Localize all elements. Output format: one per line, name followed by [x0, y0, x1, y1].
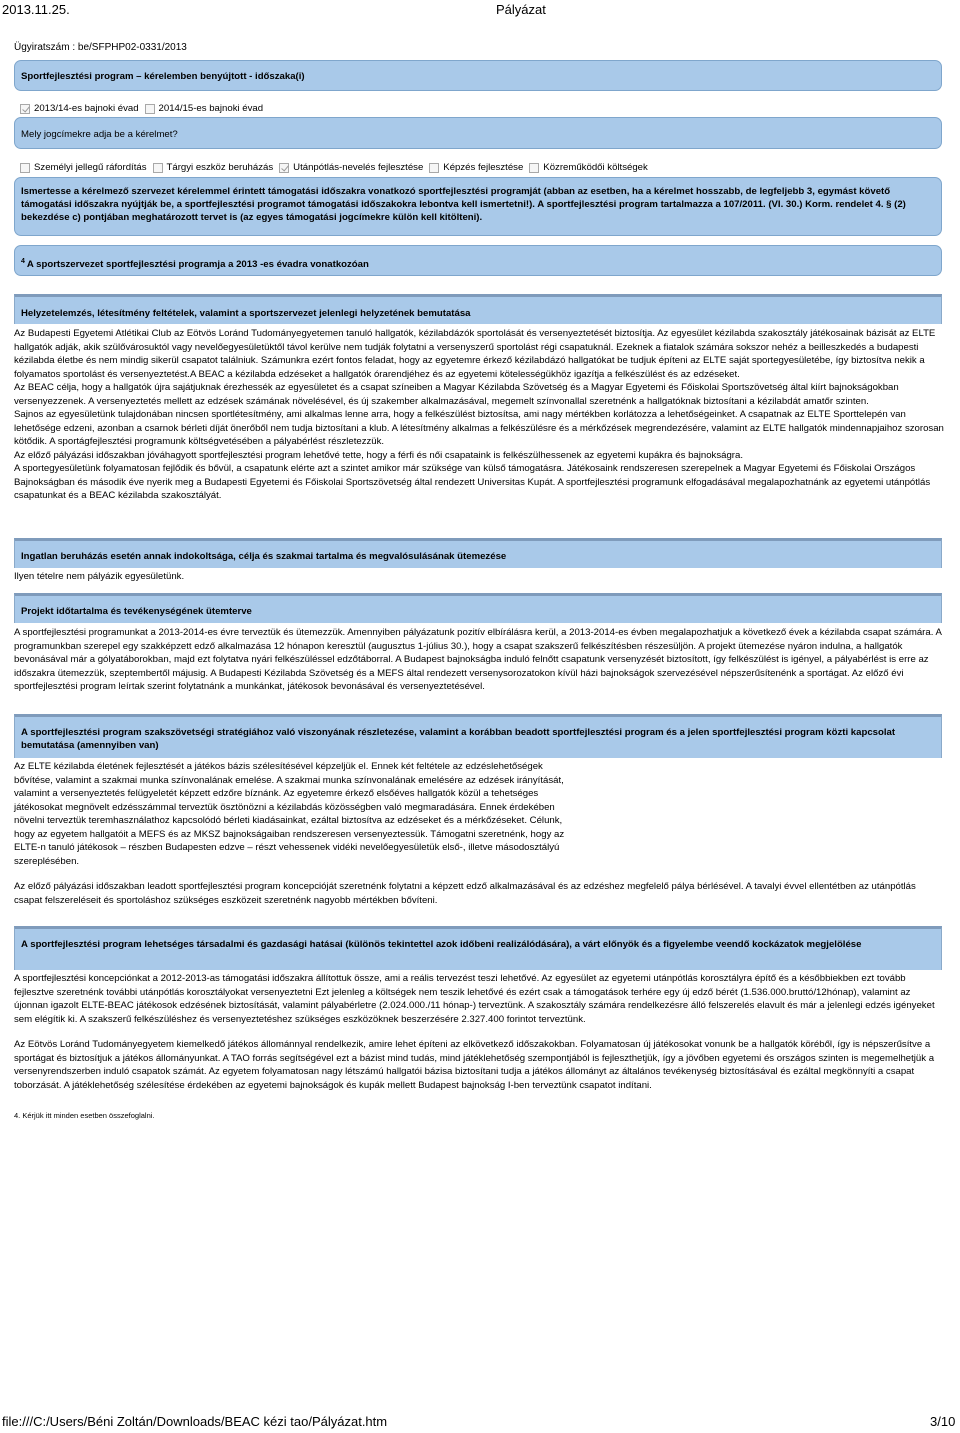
section-helyzetelemzes-header	[14, 294, 942, 324]
instruction-box	[14, 177, 942, 236]
program-season-title: A sportszervezet sportfejlesztési programja a 2013 -es évadra vonatkozóan	[26, 259, 369, 271]
section-ingatlan-header	[14, 538, 942, 568]
section-title: Ingatlan beruházás esetén annak indokoltsága, célja és szakmai tartalma és megvalósulásának ütemezése	[21, 551, 507, 562]
jogcim-label-targyi: Tárgyi eszköz beruházás	[166, 162, 274, 173]
program-period-title: Sportfejlesztési program – kérelemben benyújtott - időszaka(i)	[21, 71, 305, 82]
paragraph: Ilyen tételre nem pályázik egyesületünk.	[14, 571, 185, 582]
jogcim-checkbox-szemelyi[interactable]	[20, 163, 30, 173]
section-helyzetelemzes-body	[14, 327, 946, 503]
paragraph: Az előző pályázási időszakban jóváhagyott sportfejlesztési program lehetővé tette, hogy a férfi és női csapataink is felkészülhessenek az egyetemi kupákra és bajnokságra.	[14, 449, 743, 461]
jogcim-checkbox-targyi[interactable]	[153, 163, 163, 173]
section-idotartam-body	[14, 626, 946, 694]
section-title: Helyzetelemzés, létesítmény feltételek, valamint a sportszervezet jelenlegi helyzetének bemutatása	[21, 308, 471, 319]
section-title: A sportfejlesztési program szakszövetségi stratégiához való viszonyának részletezése, valamint a korábban beadott sportfejlesztési program és a jelen sportfejlesztési program közti kapcsolat bemutatása (amennyiben van)	[21, 727, 896, 751]
section-strategia-body-after: Az előző pályázási időszakban leadott sportfejlesztési program koncepcióját szeretnénk folytatni a képzett edző alkalmazásával és az edzéshez megfelelő pálya bérlésével. A tavalyi évvel ellentétben az utánpótlás csapat felszereléseit és sportoláshoz szükséges eszközeit szeretnénk nagyobb mértékben bővíteni.	[14, 881, 916, 906]
program-season-box	[14, 245, 942, 276]
jogcim-checkbox-kepzes[interactable]	[429, 163, 439, 173]
season-label-2013-14: 2013/14-es bajnoki évad	[34, 103, 139, 114]
footnote: 4. Kérjük itt minden esetben összefoglalni.	[14, 1111, 155, 1120]
season-options	[20, 103, 269, 114]
season-checkbox-2013-14[interactable]	[20, 104, 30, 114]
jogcim-question-box	[14, 117, 942, 149]
instruction-text: Ismertesse a kérelmező szervezet kérelemmel érintett támogatási időszakra vonatkozó sportfejlesztési programját (abban az esetben, ha a kérelmet hosszabb, de legfeljebb 3, egymást követő támogatási időszakra nyújtják be, a sportfejlesztési programot támogatási időszakokra lebontva kell ismertetni!). A sportfejlesztési program tartalmazza a 107/2011. (VI. 30.) Korm. rendelet 4. § (2) bekezdése c) pontjában meghatározott tervet is (az egyes támogatási jogcímekre külön kell kitölteni).	[21, 186, 906, 223]
section-idotartam-header	[14, 593, 942, 623]
doc-id: Ügyiratszám : be/SFPHP02-0331/2013	[14, 42, 187, 53]
jogcim-checkbox-utanpotlas[interactable]	[279, 163, 289, 173]
section-hatasok-body-2: Az Eötvös Loránd Tudományegyetem kiemelkedő játékos állománnyal rendelkezik, amire lehet építeni az elkövetkező időszakokban. Folyamatosan új játékosokat vonunk be a hallgatók köréből, így is népszerűsítve a sportágat és biztosítjuk a játékos állományunkat. A TAO forrás segítségével ezt a bázist mind tudás, mind játéklehetőség szempontjából is fejleszthetjük, így a jövőben egyetemi és országos szinten is megemelhetjük a versenyrendszerben induló csapatok számát. Az egyetem folyamatosan nagy létszámú hallgatói bázisa biztosítani tudja a játékos állományt az általános tevékenység biztosításával és ezáltal megkönnyíti a csapat toborzását. A játéklehetőség szélesítése érdekében az egyetemi bajnokságok és kupák mellett Budapest bajnokság I-ben terveztünk csapatot indítani.	[14, 1039, 935, 1091]
section-hatasok-body-1: A sportfejlesztési koncepciónkat a 2012-2013-as támogatási időszakra állítottuk össze, ami a reális tervezést teszi lehetővé. Az egyesület az egyetemi utánpótlás korosztályra építő és a későbbiekben ezt tovább fejlesztve szeretnénk további utánpótlás korosztályokat versenyeztetni Ezt jelenleg a költségek nem teszik lehetővé és ezért csak a támogatások terhére egy új edző bérét (1.536.000.bruttó/12hónap), valamint az újonnan igazolt ELTE-BEAC játékosok edzésének biztosítását, valamint pályabérletre (2.024.000./11 hónap-) terveztünk. A szakosztály számára rendelkezésre álló felszerelés elavult és már a jelenlegi edzés igényeket sem elégítik ki. A szakszerű felkészüléshez és versenyeztetéshez szükséges eszközöknek beszerzésére 2.327.400 forintot terveztünk.	[14, 973, 935, 1025]
jogcim-options	[20, 162, 654, 173]
section-ingatlan-body	[14, 570, 946, 584]
section-title: Projekt időtartalma és tevékenységének ütemterve	[21, 606, 252, 617]
header-title: Pályázat	[496, 2, 546, 17]
paragraph: Az Budapesti Egyetemi Atlétikai Club az Eötvös Loránd Tudományegyetemen tanuló hallgatók, kézilabdázók sportolását és versenyeztetését biztosítja. Az egyesület kézilabda szakosztály játékosainak bázisát az ELTE hallgatók adják, akik szülővárosuktól vagy nevelőegyesületüktől távol kerülve nem tudják folytatni a versenyszerű sportolást régi csapatuknál. Ezeknek a fiatalok számára sokszor nehéz a beilleszkedés a budapesti kézilabda életbe és nem mindig sikerül csapatot találniuk. Számunkra ezért fontos feladat, hogy az egyetemre érkező kézilabdázó hallgatókat be tudjuk építeni az ELTE saját sportegyesületébe, így biztosítva nekik a folyamatos sportolást és versenyeztetést.A BEAC a kézilabda edzéseket a hallgatók órarendjéhez és az egyetemi kötelességükhöz igazítja a felkészülést és az edzéseket.	[14, 328, 936, 380]
program-period-box	[14, 60, 942, 91]
jogcim-label-kozremukodoi: Közreműködői költségek	[543, 162, 648, 173]
section-hatasok-header	[14, 926, 942, 970]
jogcim-label-utanpotlas: Utánpótlás-nevelés fejlesztése	[293, 162, 424, 173]
footnote-marker: 4	[21, 258, 25, 265]
header-date: 2013.11.25.	[2, 2, 70, 17]
jogcim-checkbox-kozremukodoi[interactable]	[529, 163, 539, 173]
season-label-2014-15: 2014/15-es bajnoki évad	[158, 103, 264, 114]
paragraph: Az BEAC célja, hogy a hallgatók újra sajátjuknak érezhessék az egyesületet és a csapat színeiben a Magyar Kézilabda Szövetség és a Magyar Egyetemi és Főiskolai Sportszövetség által kiírt bajnokságokban versenyezzenek. A versenyeztetés mellett az edzések számának növelésével, és új szakember alkalmazásával, megemelt színvonallal szeretnénk a hallgatóknak biztosítani a kézilabdát amatőr szinten.	[14, 382, 899, 407]
paragraph: Sajnos az egyesületünk tulajdonában nincsen sportlétesítmény, ami alkalmas lenne arra, hogy a felkészülést biztosítsa, ami nagy mértékben korlátozza a lehetőségeinket. A csapatnak az ELTE Sporttelepén van lehetősége edzeni, azonban a csarnok bérleti díját önerőből nem tudja biztosítani a klub. A létesítmény alkalmas a felkészülésre és a mérkőzések megrendezésére, valamint az ELTE hallgatók mindennapjaihoz szorosan kötődik. A sportágfejlesztési programunk költségvetésében a pályabérlést részletezzük.	[14, 409, 944, 447]
jogcim-label-kepzes: Képzés fejlesztése	[443, 162, 524, 173]
section-strategia-body: Az ELTE kézilabda életének fejlesztését a játékos bázis szélesítésével képzeljük el. Ennek két feltétele az edzéslehetőségek bővítése, valamint a szakmai munka színvonalának emelése. A szakmai munka színvonalának emelésére az edzések irányítását, valamint a versenyeztetés felügyeletét képzett edzőre bíznánk. Az egyetemre érkező elsőéves hallgatók közül a tehetséges játékosokat megnövelt edzésszámmal terveztük ösztönözni a kézilabdás közösségben való megmaradására. Ennek érdekében növelni terveztük teremhasználathoz kapcsolódó bérleti kiadásainkat, ezáltal biztosítva az edzéseket és a mérkőzéseket. Célunk, hogy az egyetem hallgatóit a MEFS és az MKSZ bajnokságaiban rendszeresen versenyeztessük. Támogatni szeretnénk, hogy az ELTE-n tanuló játékosok – részben Budapesten edzve – részt vehessenek vidéki nevelőegyesületük első-, illetve másodosztályú szereplésében.	[14, 761, 565, 867]
jogcim-question: Mely jogcímekre adja be a kérelmet?	[21, 129, 178, 140]
footer-path[interactable]: file:///C:/Users/Béni Zoltán/Downloads/BEAC kézi tao/Pályázat.htm	[2, 1414, 388, 1429]
season-checkbox-2014-15[interactable]	[145, 104, 155, 114]
section-strategia-header	[14, 714, 942, 758]
paragraph: A sportegyesületünk folyamatosan fejlődik és bővül, a csapatunk elérte azt a szintet amikor már szüksége van külső támogatásra. Játékosaink rendszeresen szerepelnek a Magyar Egyetemi és Főiskolai Országos Bajnokságban és második éve nyerik meg a Budapesti Egyetemi és Főiskolai Sportszövetség által rendezett Universitas Kupát. A sportfejlesztési programunk elfogadásával megalapozhatnánk az egyetemi utánpótlás csapatunkat és a BEAC kézilabda szakosztályát.	[14, 463, 931, 501]
footer-page: 3/10	[930, 1414, 956, 1429]
jogcim-label-szemelyi: Személyi jellegű ráfordítás	[34, 162, 147, 173]
paragraph: A sportfejlesztési programunkat a 2013-2014-es évre terveztük és ütemezzük. Amennyiben pályázatunk pozitív elbírálásra kerül, a 2013-2014-es évben megalapozhatjuk a következő évek a kézilabda csapat számára. A programunkban szerepel egy szakképzett edző alkalmazása 12 hónapon keresztül (augusztus 1-július 30.), hogy a csapat szakszerű felkészítésben részesüljön. A projekt ütemezése nyáron indulna, a hallgatók bevonásával már a gólyatáborokban, majd ezt folytatva nyári felkészüléssel edzőtáborral. A Budapest bajnokságba induló felnőtt csapatunk versenyzését biztosított, így felkészülést is igényel, a pályabérlést is erre az időszakra ütemezzük, szeptembertől májusig. A Budapesti Kézilabda Szövetség és a MEFS által rendezett versenysorozatokon kívül házi bajnokságok szervezésével népszerűsítenénk a sportágat. Az előző évi sportfejlesztési program leírtak szerint folytatnánk a munkánkat, játékosok bevonásával és versenyeztetésével.	[14, 627, 942, 692]
section-title: A sportfejlesztési program lehetséges társadalmi és gazdasági hatásai (különös tekintettel azok időbeni realizálódására), a várt előnyök és a figyelembe veendő kockázatok megjelölése	[21, 939, 862, 950]
